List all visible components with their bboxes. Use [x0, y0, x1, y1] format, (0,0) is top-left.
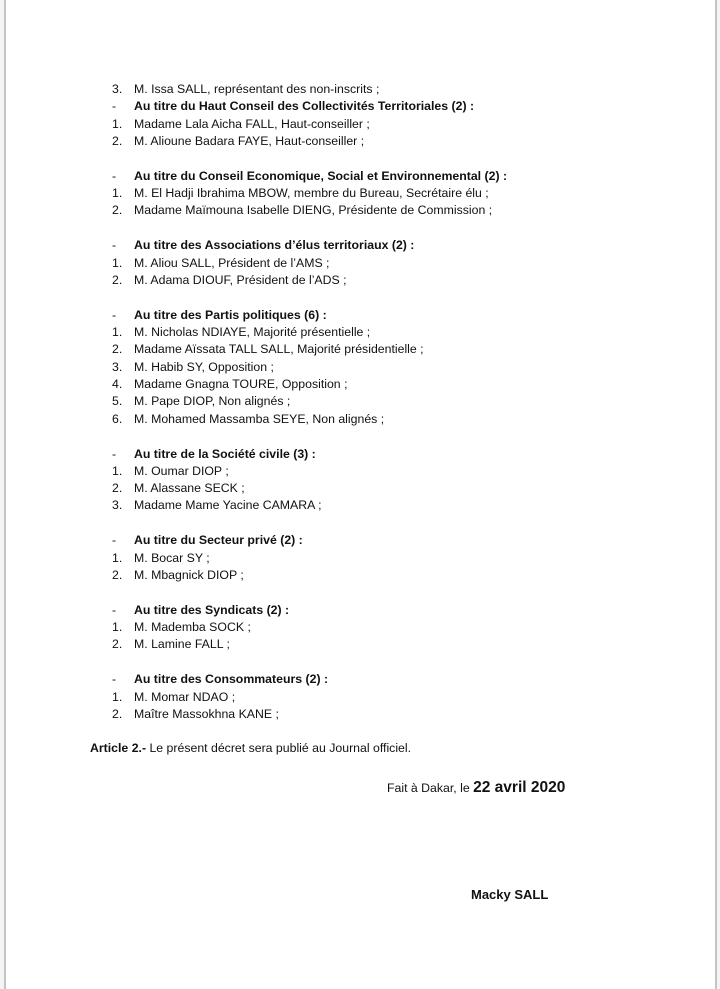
list-item-number: 2. — [112, 567, 123, 582]
list-item-number: 2. — [112, 342, 123, 357]
closing-line — [387, 779, 565, 797]
list-item-number: 4. — [112, 377, 123, 391]
bullet-dash: - — [112, 307, 117, 322]
closing-date: 22 avril 2020 — [473, 779, 566, 796]
list-item-text: M. Issa SALL, représentant des non-inscrits ; — [134, 82, 380, 96]
list-item-text: M. Lamine FALL ; — [134, 637, 230, 652]
list-item-number: 2. — [112, 706, 123, 721]
article-2 — [90, 741, 411, 755]
list-item-text: M. Momar NDAO ; — [134, 689, 236, 704]
article-label: Article 2.- — [90, 741, 147, 755]
bullet-dash: - — [112, 168, 117, 183]
list-item-number: 1. — [112, 186, 123, 201]
list-item-number: 1. — [112, 116, 123, 131]
list-item-number: 3. — [112, 359, 123, 374]
section-heading-text: Au titre du Haut Conseil des Collectivités Territoriales (2) : — [134, 99, 475, 114]
list-item-number: 6. — [112, 411, 123, 426]
list-item-text: M. Nicholas NDIAYE, Majorité présentielle ; — [134, 325, 371, 340]
list-item-number: 2. — [112, 133, 123, 148]
article-text: Le présent décret sera publié au Journal officiel. — [146, 741, 412, 755]
list-item-number: 1. — [112, 550, 123, 565]
list-item-text: M. Alassane SECK ; — [134, 481, 245, 496]
list-item-text: Madame Aïssata TALL SALL, Majorité présidentielle ; — [134, 342, 424, 357]
list-item-text: M. El Hadji Ibrahima MBOW, membre du Bureau, Secrétaire élu ; — [134, 186, 489, 201]
list-item-number: 1. — [112, 463, 123, 478]
bullet-dash: - — [112, 238, 117, 253]
bullet-dash: - — [112, 99, 117, 114]
list-item-text: M. Aliou SALL, Président de l’AMS ; — [134, 255, 330, 270]
section-heading-text: Au titre des Consommateurs (2) : — [134, 672, 329, 687]
document-page — [4, 0, 717, 989]
closing-place: Fait à Dakar, le — [387, 781, 474, 795]
section-heading-text: Au titre du Secteur privé (2) : — [134, 533, 303, 548]
list-item-number: 5. — [112, 394, 123, 409]
bullet-dash: - — [112, 602, 117, 617]
section-heading-text: Au titre du Conseil Economique, Social et Environnemental (2) : — [134, 168, 508, 183]
list-item-number: 1. — [112, 620, 123, 635]
list-item-text: M. Mademba SOCK ; — [134, 620, 251, 635]
list-item-text: M. Mohamed Massamba SEYE, Non alignés ; — [134, 411, 385, 426]
section-heading-text: Au titre des Syndicats (2) : — [134, 602, 290, 617]
list-item-text: M. Alioune Badara FAYE, Haut-conseiller ; — [134, 133, 365, 148]
list-item-number: 1. — [112, 325, 123, 340]
list-item-text: M. Bocar SY ; — [134, 550, 210, 565]
signature: Macky SALL — [471, 887, 549, 902]
list-item-text: Madame Gnagna TOURE, Opposition ; — [134, 377, 348, 391]
list-item-text: M. Pape DIOP, Non alignés ; — [134, 394, 291, 409]
list-item-number: 3. — [112, 498, 123, 513]
list-item-number: 1. — [112, 689, 123, 704]
list-item-text: M. Oumar DIOP ; — [134, 463, 229, 478]
list-item-text: M. Habib SY, Opposition ; — [134, 359, 274, 374]
list-item-number: 3. — [112, 82, 123, 96]
list-item-number: 1. — [112, 255, 123, 270]
list-item-number: 2. — [112, 481, 123, 496]
list-item-text: Madame Maïmouna Isabelle DIENG, Présidente de Commission ; — [134, 203, 493, 218]
section-heading-text: Au titre des Partis politiques (6) : — [134, 307, 327, 322]
list-item-text: Madame Mame Yacine CAMARA ; — [134, 498, 322, 513]
list-item-text: Maître Massokhna KANE ; — [134, 706, 279, 721]
bullet-dash: - — [112, 672, 117, 687]
list-item-text: Madame Lala Aicha FALL, Haut-conseiller ; — [134, 116, 370, 131]
section-heading-text: Au titre des Associations d’élus territoriaux (2) : — [134, 238, 415, 253]
list-item-text: M. Mbagnick DIOP ; — [134, 567, 244, 582]
list-item-text: M. Adama DIOUF, Président de l’ADS ; — [134, 272, 347, 287]
list-item-number: 2. — [112, 272, 123, 287]
section-heading-text: Au titre de la Société civile (3) : — [134, 446, 316, 461]
bullet-dash: - — [112, 446, 117, 461]
list-item-number: 2. — [112, 637, 123, 652]
bullet-dash: - — [112, 533, 117, 548]
list-item-number: 2. — [112, 203, 123, 218]
